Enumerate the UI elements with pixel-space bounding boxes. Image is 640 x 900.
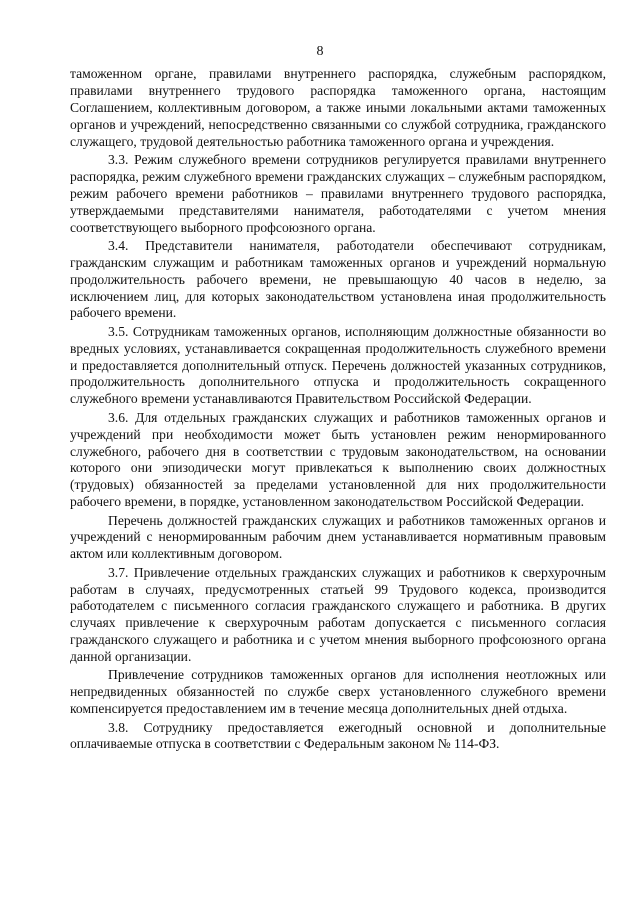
page-number: 8 — [316, 44, 324, 59]
paragraph-3-7: 3.7. Привлечение отдельных гражданских служащих и работников к сверхурочным работам в случаях, предусмотренных статьей 99 Трудового кодекса, производится работодателем с письменного согласия гражданского служащего и работника. В других случаях привлечение к сверхурочным работам допускается с письменного согласия гражданского служащего и работника и с учетом мнения выборного профсоюзного органа данной организации. — [70, 564, 606, 665]
paragraph-continuation: таможенном органе, правилами внутреннего распорядка, служебным распорядком, правилами внутреннего трудового распорядка таможенного органа, настоящим Соглашением, коллективным договором, а также иными локальными актами таможенных органов и учреждений, непосредственно связанными со службой сотрудника, гражданского служащего, трудовой деятельностью работника таможенного органа и учреждения. — [70, 66, 606, 149]
paragraph-3-7-compensation: Привлечение сотрудников таможенных органов для исполнения неотложных или непредвиденных обязанностей по службе сверх установленного служебного времени компенсируется предоставлением им в течение месяца дополнительных дней отдыха. — [70, 667, 606, 717]
paragraph-3-6: 3.6. Для отдельных гражданских служащих и работников таможенных органов и учреждений при необходимости может быть установлен режим ненормированного служебного, рабочего дня в соответствии с трудовым законодательством, на основании которого они эпизодически могут привлекаться к выполнению своих должностных (трудовых) обязанностей за пределами установленной для них продолжительности рабочего времени, в порядке, установленном законодательством Российской Федерации. — [70, 409, 606, 510]
document-body — [70, 66, 606, 755]
paragraph-3-6-list: Перечень должностей гражданских служащих и работников таможенных органов и учреждений с ненормированным рабочим днем устанавливается нормативным правовым актом или коллективным договором. — [70, 512, 606, 562]
paragraph-3-4: 3.4. Представители нанимателя, работодатели обеспечивают сотрудникам, гражданским служащим и работникам таможенных органов и учреждений нормальную продолжительность рабочего времени, не превышающую 40 часов в неделю, за исключением лиц, для которых законодательством установлена иная продолжительность рабочего времени. — [70, 237, 606, 321]
paragraph-3-3: 3.3. Режим служебного времени сотрудников регулируется правилами внутреннего распорядка, режим служебного времени гражданских служащих – служебным распорядком, режим рабочего времени работников – правилами внутреннего трудового распорядка, утверждаемыми представителями нанимателя, работодателями с учетом мнения соответствующего выборного профсоюзного органа. — [70, 151, 606, 235]
paragraph-3-5: 3.5. Сотрудникам таможенных органов, исполняющим должностные обязанности во вредных условиях, устанавливается сокращенная продолжительность служебного времени и предоставляется дополнительный отпуск. Перечень должностей указанных сотрудников, продолжительность дополнительного отпуска и продолжительность сокращенного служебного времени устанавливаются Правительством Российской Федерации. — [70, 323, 606, 407]
paragraph-3-8: 3.8. Сотруднику предоставляется ежегодный основной и дополнительные оплачиваемые отпуска в соответствии с Федеральным законом № 114-ФЗ. — [70, 719, 606, 752]
